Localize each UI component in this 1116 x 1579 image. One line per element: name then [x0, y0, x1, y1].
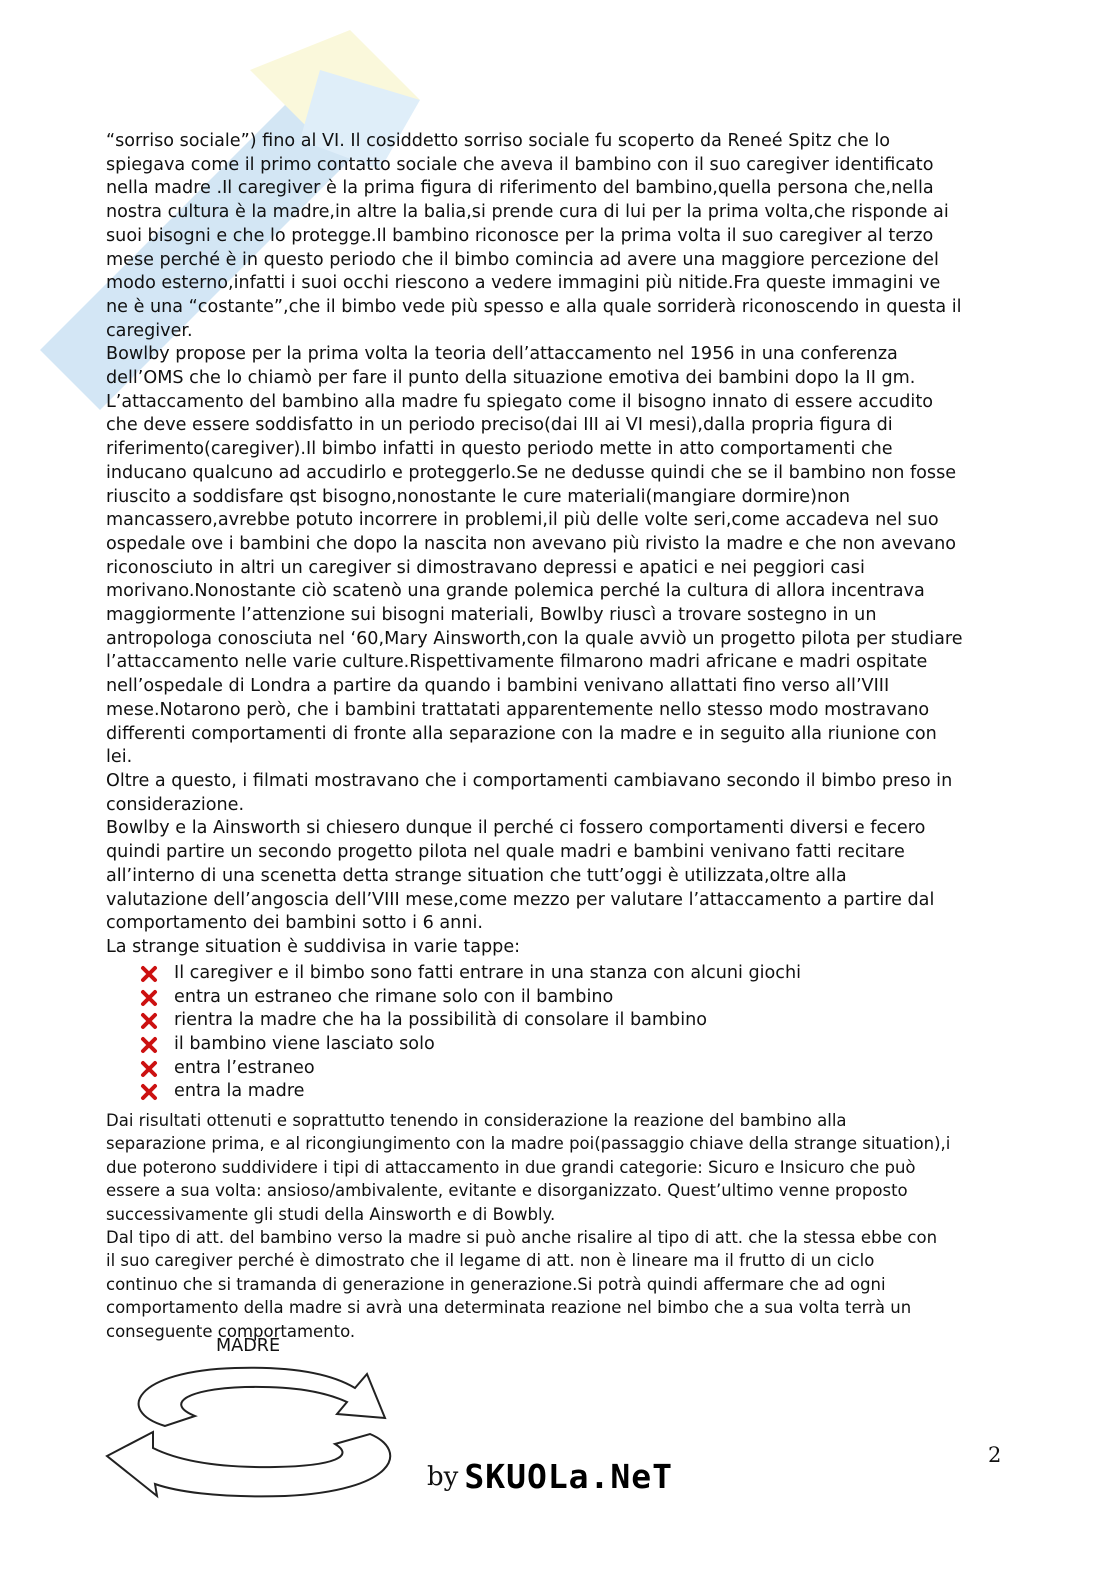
list-item	[106, 986, 1006, 1010]
text-line: nostra cultura è la madre,in altre la balia,si prende cura di lui per la prima volta,che risponde ai	[106, 202, 949, 223]
text-line: ne è una “costante”,che il bimbo vede più spesso e alla quale sorriderà riconoscendo in questa il	[106, 296, 962, 317]
text-line: dell’OMS che lo chiamò per fare il punto della situazione emotiva dei bambini dopo la II gm.	[106, 368, 916, 389]
text-line: Dai risultati ottenuti e soprattutto tenendo in considerazione la reazione del bambino alla	[106, 1111, 847, 1130]
text-line: l’attaccamento nelle varie culture.Rispettivamente filmarono madri africane e madri ospitate	[106, 652, 928, 673]
text-line: ospedale ove i bambini che dopo la nascita non avevano più rivisto la madre e che non avevano	[106, 533, 956, 554]
text-line: differenti comportamenti di fronte alla separazione con la madre e in seguito alla riunione con	[106, 723, 937, 744]
list-item	[106, 1033, 1006, 1057]
red-x-bullet-icon	[140, 1012, 158, 1030]
text-line: La strange situation è suddivisa in varie tappe:	[106, 936, 521, 957]
list-item-text: entra un estraneo che rimane solo con il bambino	[174, 986, 614, 1007]
text-line: spiegava come il primo contatto sociale che aveva il bambino con il suo caregiver identificato	[106, 154, 934, 175]
list-item	[106, 962, 1006, 986]
page-number: 2	[988, 1443, 1002, 1467]
text-line: conseguente comportamento.	[106, 1321, 356, 1341]
by-label: by	[427, 1462, 459, 1492]
text-line: “sorriso sociale”) fino al VI. Il cosiddetto sorriso sociale fu scoperto da Reneé Spitz che lo	[106, 131, 891, 151]
text-line: essere a sua volta: ansioso/ambivalente, evitante e disorganizzato. Quest’ultimo venne proposto	[106, 1181, 908, 1201]
text-line: quindi partire un secondo progetto pilota nel quale madri e bambini venivano fatti recitare	[106, 842, 905, 863]
text-line: all’interno di una scenetta detta strange situation che tutt’oggi è utilizzata,oltre alla	[106, 865, 847, 886]
text-line: comportamento dei bambini sotto i 6 anni.	[106, 913, 483, 934]
list-item-text: Il caregiver e il bimbo sono fatti entrare in una stanza con alcuni giochi	[174, 963, 802, 983]
text-line: antropologa conosciuta nel ‘60,Mary Ainsworth,con la quale avviò un progetto pilota per studiare	[106, 628, 963, 649]
text-line: separazione prima, e al ricongiungimento con la madre poi(passaggio chiave della strange situation),i	[106, 1134, 951, 1154]
list-item	[106, 1009, 1006, 1033]
text-line: Oltre a questo, i filmati mostravano che i comportamenti cambiavano secondo il bimbo preso in	[106, 770, 953, 791]
text-line: continuo che si tramanda di generazione in generazione.Si potrà quindi affermare che ad ogni	[106, 1274, 886, 1294]
text-line: mese.Notarono però, che i bambini trattatati apparentemente nello stesso modo mostravano	[106, 699, 930, 720]
text-line: due poterono suddividere i tipi di attaccamento in due grandi categorie: Sicuro e Insicuro che può	[106, 1157, 916, 1177]
text-line: il suo caregiver perché è dimostrato che il legame di att. non è lineare ma il frutto di un ciclo	[106, 1251, 875, 1271]
text-line: considerazione.	[106, 794, 245, 815]
text-line: modo esterno,infatti i suoi occhi riescono a vedere immagini più nitide.Fra queste immagini ve	[106, 273, 941, 294]
body-text-bottom	[106, 1109, 1016, 1343]
red-x-bullet-icon	[140, 1060, 158, 1078]
text-line: comportamento della madre si avrà una determinata reazione nel bimbo che a sua volta terrà un	[106, 1298, 912, 1318]
list-item-text: entra l’estraneo	[174, 1057, 315, 1078]
list-item	[106, 1080, 1006, 1104]
text-line: suoi bisogni e che lo protegge.Il bambino riconosce per la prima volta il suo caregiver al terzo	[106, 225, 934, 246]
text-line: mancassero,avrebbe potuto incorrere in problemi,il più delle volte seri,come accadeva nel suo	[106, 510, 939, 531]
diagram-label-madre: MADRE	[216, 1336, 281, 1356]
red-x-bullet-icon	[140, 1036, 158, 1054]
red-x-bullet-icon	[140, 1083, 158, 1101]
text-line: mese perché è in questo periodo che il bimbo comincia ad avere una maggiore percezione del	[106, 249, 939, 270]
text-line: successivamente gli studi della Ainsworth e di Bowbly.	[106, 1204, 556, 1224]
text-line: inducano qualcuno ad accudirlo e proteggerlo.Se ne dedusse quindi che se il bambino non fosse	[106, 462, 957, 483]
text-line: Dal tipo di att. del bambino verso la madre si può anche risalire al tipo di att. che la stessa ebbe con	[106, 1228, 938, 1248]
text-line: Bowlby propose per la prima volta la teoria dell’attaccamento nel 1956 in una conferenza	[106, 344, 898, 365]
strange-situation-steps	[106, 962, 1006, 1104]
text-line: riconosciuto in altri un caregiver si dimostravano depressi e apatici e nei peggiori casi	[106, 557, 865, 578]
text-line: riuscito a soddisfare qst bisogno,nonostante le cure materiali(mangiare dormire)non	[106, 486, 851, 507]
text-line: nella madre .Il caregiver è la prima figura di riferimento del bambino,quella persona che,nella	[106, 178, 934, 199]
list-item	[106, 1057, 1006, 1081]
red-x-bullet-icon	[140, 989, 158, 1007]
body-text-top	[106, 130, 1016, 960]
cycle-arrows-diagram	[105, 1356, 420, 1506]
footer-branding	[427, 1457, 674, 1496]
red-x-bullet-icon	[140, 965, 158, 983]
list-item-text: entra la madre	[174, 1081, 305, 1102]
cycle-arrow-bottom	[107, 1432, 390, 1496]
text-line: caregiver.	[106, 320, 193, 341]
cycle-arrow-top	[139, 1368, 385, 1426]
text-line: nell’ospedale di Londra a partire da quando i bambini venivano allattati fino verso all’VIII	[106, 676, 890, 697]
text-line: morivano.Nonostante ciò scatenò una grande polemica perché la cultura di allora incentrava	[106, 581, 925, 602]
skuola-logo: SKUOLa.NeT	[464, 1457, 674, 1496]
text-line: valutazione dell’angoscia dell’VIII mese,come mezzo per valutare l’attaccamento a partire dal	[106, 889, 935, 910]
text-line: riferimento(caregiver).Il bimbo infatti in questo periodo mette in atto comportamenti che	[106, 439, 893, 460]
list-item-text: rientra la madre che ha la possibilità di consolare il bambino	[174, 1010, 708, 1031]
text-line: maggiormente l’attenzione sui bisogni materiali, Bowlby riuscì a trovare sostegno in un	[106, 605, 877, 626]
text-line: che deve essere soddisfatto in un periodo preciso(dai III ai VI mesi),dalla propria figura di	[106, 415, 893, 436]
list-item-text: il bambino viene lasciato solo	[174, 1034, 435, 1055]
text-line: lei.	[106, 747, 133, 768]
text-line: Bowlby e la Ainsworth si chiesero dunque il perché ci fossero comportamenti diversi e fecero	[106, 818, 926, 839]
text-line: L’attaccamento del bambino alla madre fu spiegato come il bisogno innato di essere accudito	[106, 391, 933, 412]
